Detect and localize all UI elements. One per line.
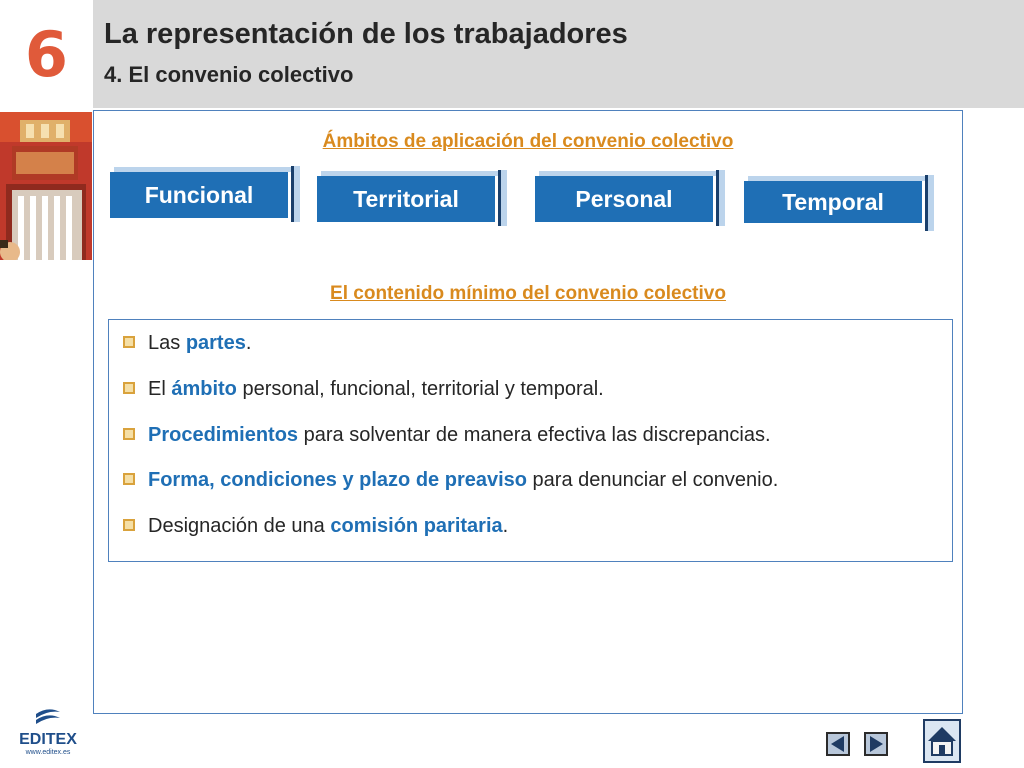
checkbox-bullet-icon (123, 336, 135, 348)
checkbox-bullet-icon (123, 382, 135, 394)
scope-funcional-button[interactable]: Funcional (110, 172, 288, 218)
previous-slide-button[interactable] (826, 732, 850, 756)
editex-swoosh-icon (33, 708, 63, 726)
list-item: Designación de una comisión paritaria. (123, 515, 508, 538)
logo-text: EDITEX (19, 731, 77, 748)
logo-url: www.editex.es (25, 749, 71, 756)
chapter-number: 6 (24, 17, 69, 91)
page-subtitle: 4. El convenio colectivo (104, 62, 354, 87)
checkbox-bullet-icon (123, 519, 135, 531)
contents-list-box (108, 319, 953, 562)
triangle-right-icon (866, 734, 886, 754)
list-item: El ámbito personal, funcional, territorial y temporal. (123, 378, 604, 401)
header-bar (93, 0, 1024, 108)
list-item: Forma, condiciones y plazo de preaviso para denunciar el convenio. (123, 469, 778, 492)
editex-logo (18, 708, 78, 758)
scope-territorial-button[interactable]: Territorial (317, 176, 495, 222)
home-button[interactable] (923, 719, 961, 763)
scope-personal-button[interactable]: Personal (535, 176, 713, 222)
building-illustration (0, 112, 92, 260)
checkbox-bullet-icon (123, 473, 135, 485)
checkbox-bullet-icon (123, 428, 135, 440)
next-slide-button[interactable] (864, 732, 888, 756)
contents-heading: El contenido mínimo del convenio colectivo (330, 283, 726, 304)
list-item: Procedimientos para solventar de manera efectiva las discrepancias. (123, 424, 771, 447)
list-item: Las partes. (123, 332, 251, 355)
page-title: La representación de los trabajadores (104, 18, 628, 50)
home-icon (925, 721, 959, 761)
triangle-left-icon (828, 734, 848, 754)
scopes-heading: Ámbitos de aplicación del convenio colectivo (322, 131, 734, 152)
scope-temporal-button[interactable]: Temporal (744, 181, 922, 223)
